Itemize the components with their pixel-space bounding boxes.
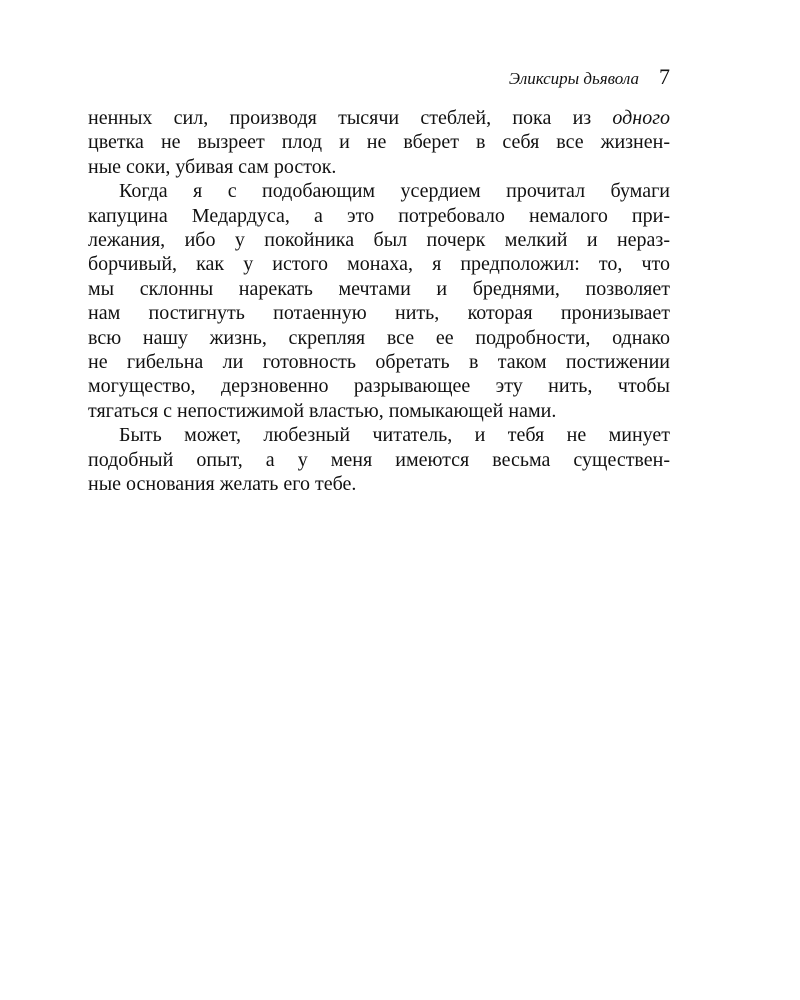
text-run: ненных сил, производя тысячи стеблей, пока из	[88, 107, 613, 129]
body-text	[88, 106, 670, 497]
paragraph	[88, 106, 670, 179]
text-line: капуцина Медардуса, а это потребовало немалого при-	[88, 204, 670, 227]
text-line: нам постигнуть потаенную нить, которая пронизывает	[88, 302, 670, 325]
text-line: всю нашу жизнь, скрепляя все ее подробности, однако	[88, 326, 670, 349]
paragraph	[88, 423, 670, 496]
text-line: борчивый, как у истого монаха, я предположил: то, что	[88, 253, 670, 276]
paragraph	[88, 179, 670, 423]
text-line	[88, 106, 670, 130]
text-line: Быть может, любезный читатель, и тебя не минует	[119, 424, 670, 447]
running-title: Эликсиры дьявола	[508, 69, 639, 88]
text-line: Когда я с подобающим усердием прочитал бумаги	[119, 180, 670, 203]
running-head	[509, 64, 670, 90]
text-line: лежания, ибо у покойника был почерк мелкий и нераз-	[88, 229, 670, 252]
text-line: ные основания желать его тебе.	[88, 473, 357, 496]
text-line: цветка не вызреет плод и не вберет в себя все жизнен-	[88, 131, 670, 154]
text-line: подобный опыт, а у меня имеются весьма существен-	[88, 448, 670, 471]
text-line: могущество, дерзновенно разрывающее эту нить, чтобы	[88, 375, 670, 398]
text-line: тягаться с непостижимой властью, помыкающей нами.	[88, 399, 557, 422]
text-line: не гибельна ли готовность обретать в таком постижении	[88, 351, 670, 374]
emphasized-word: одного	[612, 107, 670, 129]
text-line: мы склонны нарекать мечтами и бреднями, позволяет	[88, 277, 670, 300]
page-number: 7	[659, 64, 670, 89]
text-line: ные соки, убивая сам росток.	[88, 155, 337, 178]
